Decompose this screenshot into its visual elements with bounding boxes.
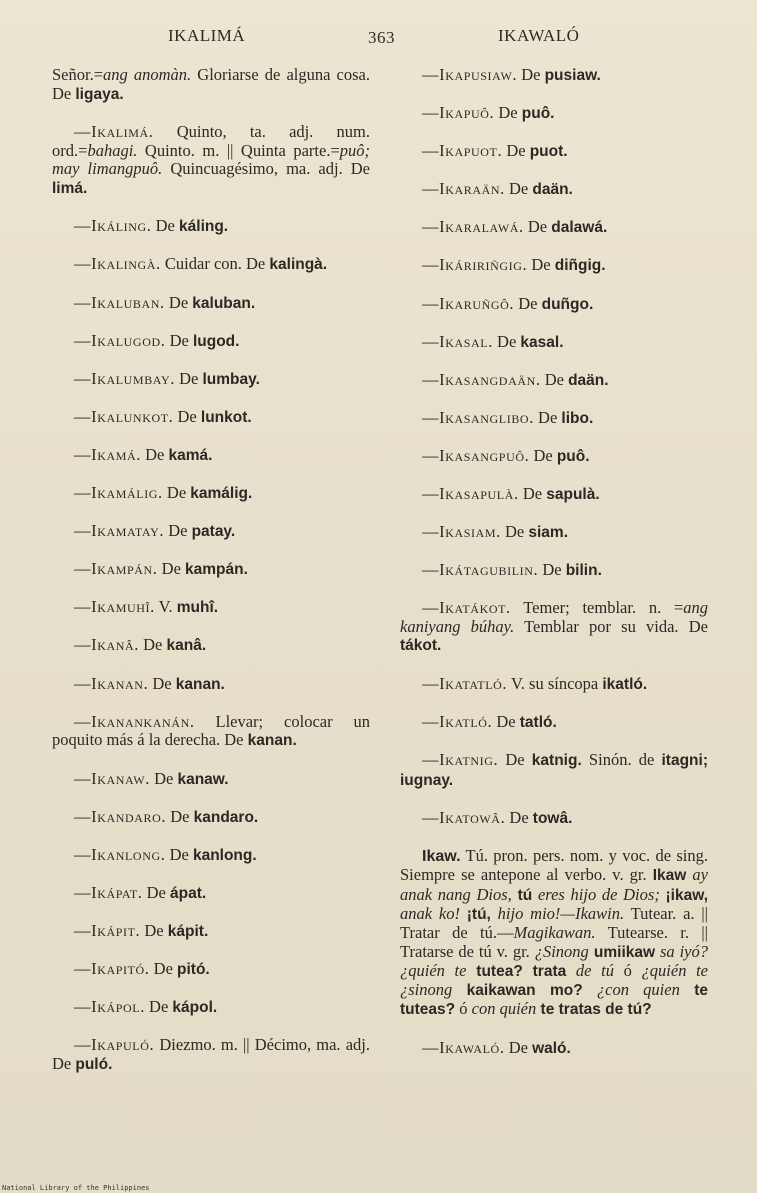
entry-ikandaro [52, 808, 370, 828]
entry-root: te tratas de tú? [536, 1001, 652, 1019]
running-head [0, 26, 757, 50]
entry-headword: —Ikaraän. [422, 179, 505, 199]
entry-ikanaw [52, 770, 370, 790]
entry-ikana [52, 636, 370, 656]
entry-text: De [492, 711, 520, 731]
entry-root: ¡ikaw, [665, 886, 708, 904]
entry-ikaraan [400, 180, 708, 200]
entry-text: De [518, 484, 547, 504]
entry-ikanlong [52, 846, 370, 866]
entry-text: De [502, 141, 530, 161]
entry-root: kanan. [175, 675, 225, 693]
entry-headword: —Ikamá. [74, 444, 141, 464]
entry-text: Temer; temblar. n. = [510, 598, 684, 618]
entry-ikatakot [400, 599, 708, 656]
entry-text: De [174, 368, 203, 388]
entry-ikapito [52, 960, 370, 980]
entry-root: puot. [529, 143, 568, 161]
entry-text: V. [154, 597, 177, 617]
entry-text: Señor.= [52, 65, 104, 84]
entry-headword: —Ikapusiaw. [422, 65, 518, 84]
entry-root: kanlong. [192, 846, 257, 864]
entry-headword: —Ikalingà. [74, 254, 161, 274]
entry-headword: —Ikapitó. [74, 959, 150, 979]
entry-root: trata [522, 962, 567, 980]
entry-root: dalawá. [551, 219, 608, 237]
entry-headword: —Ikalimá. [74, 122, 154, 141]
entry-headword: —Ikasal. [422, 331, 493, 351]
entry-root: diñgig. [554, 257, 606, 275]
entry-headword: —Ikandaro. [74, 806, 167, 826]
entry-text: ó [455, 999, 472, 1019]
entry-root: pusiaw. [544, 67, 601, 84]
entry-headword: —Ikamálig. [74, 483, 163, 503]
entry-headword: —Ikaruñgô. [422, 293, 515, 313]
entry-text: De [494, 103, 522, 123]
entry-italic: eres hijo de Dios; [532, 884, 666, 904]
entry-headword: —Ikatnig. [422, 750, 499, 769]
entry-headword: —Ikápol. [74, 997, 145, 1017]
entry-text: De [173, 406, 201, 426]
entry-headword: —Ikalugod. [74, 330, 166, 350]
entry-root: sapulà. [546, 486, 600, 504]
entry-headword: —Ikátagubilin. [422, 560, 539, 580]
entry-italic: anak ko! [400, 903, 467, 923]
entry-root: Ikaw [652, 867, 687, 885]
entry-headword: —Ikasapulà. [422, 484, 519, 504]
entry-italic: ¿sinong [400, 980, 453, 1000]
entry-text: De [166, 806, 194, 826]
entry-text: De [504, 1037, 533, 1057]
entry-italic: sa iyó? ¿quién te [400, 941, 708, 980]
entry-root: ¡tú, [466, 905, 491, 923]
entry-ikamalig [52, 484, 370, 504]
entry-headword: —Ikanan. [74, 673, 149, 693]
entry-ikawalo [400, 1039, 708, 1059]
entry-ikatowa [400, 809, 708, 829]
entry-ikapuo [400, 104, 708, 124]
entry-headword: —Ikanâ. [74, 635, 139, 655]
entry-ikasiam [400, 523, 708, 543]
entry-root: puô. [521, 105, 555, 123]
entry-text: De [540, 369, 569, 389]
entry-ikariringig [400, 256, 708, 276]
entry-text: ó [613, 960, 642, 980]
entry-italic: ang anomàn. [103, 65, 192, 84]
entry-ikasapula [400, 485, 708, 505]
entry-ikarungo [400, 295, 708, 315]
entry-text: De [492, 331, 521, 351]
entry-text: De [162, 483, 191, 503]
entry-root: lugod. [192, 332, 240, 350]
entry-headword: —Ikalunkot. [74, 406, 174, 426]
right-column [400, 66, 708, 1077]
entry-root: kasal. [520, 333, 564, 351]
entry-ikapuot [400, 142, 708, 162]
entry-senor [52, 66, 370, 104]
entry-root: libo. [561, 409, 594, 427]
entry-ikaw [400, 847, 708, 1020]
entry-italic: hijo mio!—Ikawin. [490, 903, 625, 923]
header-right-word: IKAWALÓ [498, 26, 580, 45]
entry-text: De [142, 882, 170, 902]
entry-headword: —Ikasangdaän. [422, 369, 541, 389]
entry-text: V. su síncopa [507, 673, 603, 693]
entry-text: Quinto. m. || Quinta parte.= [137, 140, 340, 160]
entry-italic: ay anak nang Dios, [400, 865, 708, 904]
entry-root: umiikaw [588, 943, 656, 961]
entry-root: kápol. [172, 999, 218, 1017]
entry-ikaralawa [400, 218, 708, 238]
entry-headword: —Ikáling. [74, 216, 152, 235]
entry-root: kanaw. [177, 770, 229, 788]
header-left-word: IKALIMÁ [168, 26, 246, 45]
entry-text: De [157, 559, 186, 579]
entry-root: kápit. [167, 923, 209, 940]
entry-text: Sinón. de [581, 750, 662, 769]
entry-headword: —Ikapuló. [74, 1035, 155, 1055]
entry-root: te tuteas? [400, 982, 708, 1019]
entry-root: daän. [532, 181, 573, 199]
entry-text: Tutearse. r. || Tratarse de tú v. gr. [400, 923, 708, 961]
entry-text: Tú. pron. pers. nom. y voc. de sing. Siempre se antepone al verbo. v. gr. [400, 846, 708, 885]
entry-headword: —Ikawaló. [422, 1037, 505, 1057]
entry-root: siam. [528, 524, 568, 542]
entry-ikanan [52, 675, 370, 695]
entry-text: De [164, 292, 193, 312]
entry-italic: bahagi. [87, 140, 138, 160]
entry-italic: ¿quién te [641, 960, 708, 980]
entry-root: tutea? [466, 962, 523, 980]
entry-headword: —Ikalumbay. [74, 368, 175, 388]
entry-headword: —Ikanaw. [74, 768, 150, 788]
entry-text: Tutear. a. || Tratar de tú.— [400, 903, 708, 943]
entry-italic: ang kaniyang búhay. [400, 598, 708, 636]
entry-headword: —Ikáririñgig. [422, 255, 528, 275]
entry-text: Diezmo. m. || Décimo, ma. adj. De [52, 1035, 370, 1073]
entry-headword: —Ikasangpuô. [422, 445, 530, 465]
entry-root: ikatló. [602, 675, 648, 693]
entry-ikasal [400, 333, 708, 353]
entry-headword: —Ikapuô. [422, 103, 495, 123]
entry-root: muhî. [176, 599, 219, 617]
entry-text: Llevar; colocar un poquito más á la derecha. De [52, 711, 370, 750]
entry-headword: —Ikanankanán. [74, 711, 195, 731]
entry-headword: —Ikápat. [74, 882, 143, 902]
entry-ikatagubilin [400, 561, 708, 581]
entry-root: kaluban. [192, 294, 256, 312]
entry-root: kampán. [185, 561, 248, 579]
entry-text: De [165, 330, 193, 350]
entry-ikampan [52, 560, 370, 580]
entry-root: kalingà. [269, 256, 328, 274]
entry-ikalumbay [52, 370, 370, 390]
entry-root: patay. [191, 523, 236, 541]
entry-italic: puô; may limangpuô. [52, 140, 370, 178]
entry-ikapusiaw [400, 66, 708, 86]
entry-ikatatlo [400, 675, 708, 695]
entry-italic: con quién [471, 999, 537, 1019]
entry-text: Quinto, ta. adj. num. ord.= [52, 122, 370, 160]
entry-ikasangpuo [400, 447, 708, 467]
entry-root: tákot. [400, 637, 442, 655]
entry-ikapit [52, 922, 370, 942]
entry-root: lunkot. [200, 408, 252, 426]
entry-ikalinga [52, 255, 370, 275]
entry-headword: —Ikápit. [74, 921, 141, 940]
library-footer: National Library of the Philippines [2, 1184, 150, 1192]
entry-italic: de tú [566, 960, 614, 980]
entry-text: De [149, 959, 178, 979]
entry-text: Cuidar con. De [160, 254, 270, 274]
page-number: 363 [368, 28, 395, 47]
entry-text: De [504, 179, 533, 199]
entry-root: towâ. [532, 810, 573, 827]
entry-text: De [141, 444, 169, 464]
entry-root: waló. [532, 1039, 571, 1057]
entry-ikamatay [52, 522, 370, 542]
entry-headword: —Ikapuot. [422, 141, 503, 161]
entry-text: De [533, 407, 562, 427]
entry-text: De [149, 768, 178, 788]
entry-root: tatló. [519, 713, 557, 731]
entry-ikaluban [52, 294, 370, 314]
entry-text: De [138, 635, 167, 655]
entry-root: kaikawan mo? [452, 982, 583, 1000]
entry-italic: ¿Sinong [534, 941, 589, 961]
entry-text: De [523, 217, 552, 237]
entry-headword: —Ikamuhî. [74, 597, 155, 617]
entry-ikamuhi [52, 598, 370, 618]
entry-ikalugod [52, 332, 370, 352]
entry-text: Temblar por su vida. De [514, 616, 708, 636]
entry-headword: —Ikatákot. [422, 598, 511, 618]
entry-headword: —Ikatatló. [422, 673, 508, 693]
entry-text: De [514, 293, 542, 313]
entry-root: kandaro. [193, 808, 259, 826]
entry-root: káling. [179, 218, 229, 235]
entry-text: De [538, 560, 566, 580]
left-column [52, 66, 370, 1093]
entry-text: De [505, 808, 533, 827]
entry-text: De [140, 921, 168, 940]
entry-italic: Magikawan. [513, 923, 596, 943]
entry-headword: —Ikampán. [74, 559, 158, 579]
entry-headword: —Ikatló. [422, 711, 493, 731]
entry-headword: Ikaw. [422, 848, 461, 866]
entry-root: ápat. [170, 884, 207, 902]
entry-ikama [52, 446, 370, 466]
entry-ikalima [52, 123, 370, 198]
entry-headword: —Ikaralawá. [422, 217, 524, 237]
entry-ikapulo [52, 1036, 370, 1074]
entry-root: pitó. [177, 961, 210, 979]
entry-text: De [500, 522, 529, 542]
entry-text: De [529, 445, 557, 465]
entry-root: duñgo. [541, 295, 594, 313]
entry-ikatlo [400, 713, 708, 733]
entry-headword: —Ikaluban. [74, 292, 165, 312]
entry-text: De [527, 255, 555, 275]
entry-root: bilin. [565, 562, 602, 580]
entry-ikalunkot [52, 408, 370, 428]
entry-root: katnig. [531, 752, 582, 769]
entry-text: De [517, 65, 545, 84]
entry-text: De [148, 673, 176, 693]
entry-headword: —Ikanlong. [74, 844, 166, 864]
entry-text: De [151, 216, 180, 235]
entry-root: puló. [75, 1055, 113, 1073]
entry-ikasanglibo [400, 409, 708, 429]
entry-headword: —Ikatowâ. [422, 808, 506, 827]
entry-ikaling [52, 217, 370, 237]
entry-root: tú [511, 886, 533, 904]
entry-root: kamá. [168, 446, 213, 464]
entry-text: De [144, 997, 173, 1017]
entry-ikapol [52, 998, 370, 1018]
entry-root: puô. [556, 447, 590, 465]
entry-headword: —Ikamatay. [74, 521, 165, 541]
entry-ikasangdaan [400, 371, 708, 391]
entry-ikanankanan [52, 713, 370, 751]
entry-italic: ¿con quien [582, 980, 680, 1000]
entry-root: ligaya. [75, 85, 124, 103]
entry-root: limá. [52, 179, 88, 197]
entry-root: daän. [568, 371, 609, 389]
entry-text: Gloriarse de alguna cosa. De [52, 65, 370, 103]
entry-text: De [165, 844, 193, 864]
entry-headword: —Ikasiam. [422, 522, 501, 542]
entry-root: lumbay. [202, 370, 260, 388]
entry-root: kamálig. [190, 485, 253, 503]
entry-headword: —Ikasanglibo. [422, 407, 534, 427]
entry-text: De [164, 521, 192, 541]
entry-root: itagni; iugnay. [400, 752, 708, 789]
entry-text: Quincuagésimo, ma. adj. De [162, 159, 370, 178]
entry-ikatnig [400, 751, 708, 790]
entry-root: kanâ. [166, 637, 207, 655]
entry-text: De [498, 750, 532, 769]
entry-ikapat [52, 884, 370, 904]
entry-root: kanan. [247, 732, 297, 750]
